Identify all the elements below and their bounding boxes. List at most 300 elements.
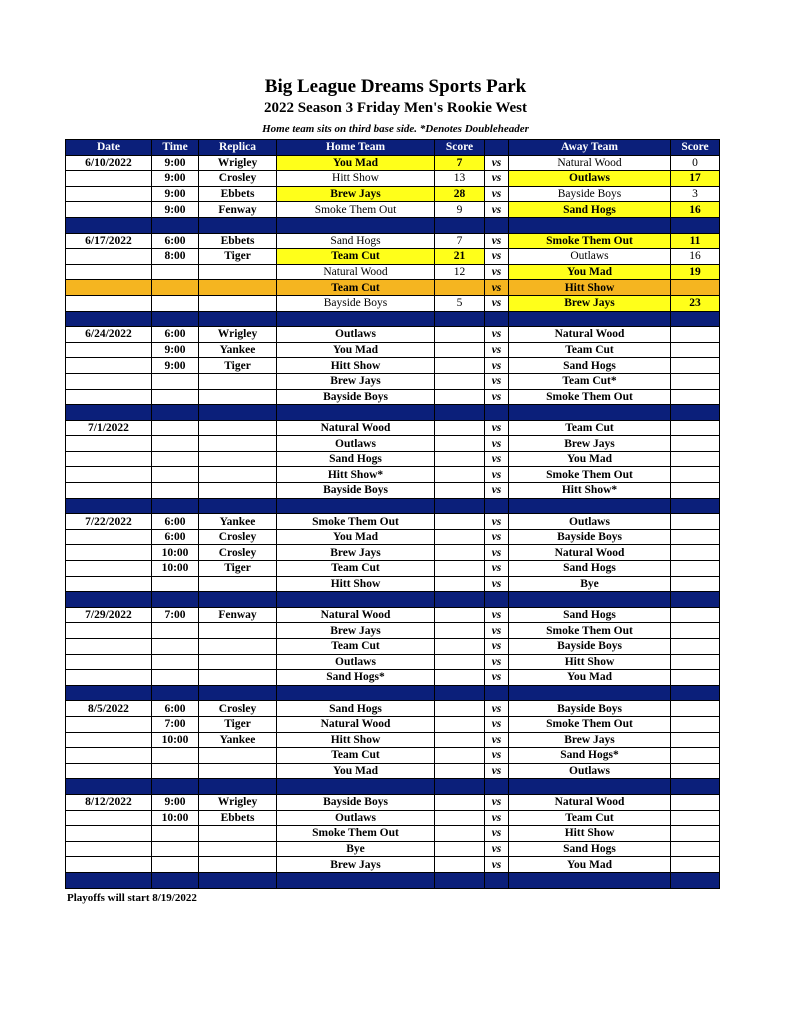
game-date (66, 810, 152, 826)
table-row (66, 826, 720, 842)
field-replica: Yankee (199, 514, 277, 530)
home-score (435, 280, 485, 296)
game-date (66, 436, 152, 452)
game-time (152, 295, 199, 311)
field-replica: Tiger (199, 358, 277, 374)
home-team: Outlaws (277, 654, 435, 670)
away-team: Outlaws (509, 763, 671, 779)
table-row (66, 794, 720, 810)
home-team: Bayside Boys (277, 295, 435, 311)
away-score (671, 467, 720, 483)
vs-label: vs (485, 654, 509, 670)
vs-label: vs (485, 389, 509, 405)
home-score (435, 576, 485, 592)
away-team: Team Cut* (509, 373, 671, 389)
game-date (66, 623, 152, 639)
playoffs-note: Playoffs will start 8/19/2022 (67, 892, 197, 904)
game-date (66, 716, 152, 732)
table-row (66, 732, 720, 748)
game-time: 9:00 (152, 794, 199, 810)
game-time: 7:00 (152, 716, 199, 732)
game-time (152, 389, 199, 405)
col-date: Date (66, 140, 152, 156)
game-date (66, 576, 152, 592)
table-row (66, 623, 720, 639)
away-score: 17 (671, 171, 720, 187)
home-team: Outlaws (277, 436, 435, 452)
away-score: 3 (671, 186, 720, 202)
game-time (152, 451, 199, 467)
away-team: Bayside Boys (509, 639, 671, 655)
table-row (66, 545, 720, 561)
week-separator (66, 685, 720, 701)
home-team: You Mad (277, 529, 435, 545)
game-time: 6:00 (152, 327, 199, 343)
vs-label: vs (485, 467, 509, 483)
field-replica (199, 623, 277, 639)
table-row (66, 280, 720, 296)
field-replica (199, 763, 277, 779)
home-score (435, 483, 485, 499)
vs-label: vs (485, 342, 509, 358)
home-score: 13 (435, 171, 485, 187)
game-date (66, 342, 152, 358)
home-team: Brew Jays (277, 373, 435, 389)
field-replica (199, 467, 277, 483)
game-time (152, 639, 199, 655)
home-score (435, 451, 485, 467)
away-team: Sand Hogs (509, 202, 671, 218)
vs-label: vs (485, 623, 509, 639)
vs-label: vs (485, 576, 509, 592)
home-team: Bye (277, 841, 435, 857)
col-away-score: Score (671, 140, 720, 156)
col-replica: Replica (199, 140, 277, 156)
field-replica (199, 295, 277, 311)
away-score (671, 623, 720, 639)
header-row (66, 140, 720, 156)
field-replica (199, 436, 277, 452)
away-score (671, 327, 720, 343)
game-date (66, 202, 152, 218)
game-time: 7:00 (152, 607, 199, 623)
home-team: Outlaws (277, 810, 435, 826)
home-score (435, 529, 485, 545)
home-score: 21 (435, 249, 485, 265)
vs-label: vs (485, 483, 509, 499)
game-time (152, 841, 199, 857)
away-team: Hitt Show (509, 280, 671, 296)
away-team: You Mad (509, 857, 671, 873)
table-row (66, 327, 720, 343)
week-separator (66, 498, 720, 514)
table-row (66, 389, 720, 405)
table-row (66, 748, 720, 764)
home-score (435, 561, 485, 577)
away-team: Smoke Them Out (509, 389, 671, 405)
field-replica (199, 654, 277, 670)
game-date (66, 670, 152, 686)
home-team: Smoke Them Out (277, 826, 435, 842)
away-team: Outlaws (509, 171, 671, 187)
away-team: Bayside Boys (509, 186, 671, 202)
home-team: Hitt Show (277, 171, 435, 187)
away-score (671, 701, 720, 717)
field-replica: Yankee (199, 732, 277, 748)
home-score (435, 373, 485, 389)
table-row (66, 654, 720, 670)
away-score: 16 (671, 202, 720, 218)
vs-label: vs (485, 732, 509, 748)
field-replica: Wrigley (199, 794, 277, 810)
away-team: Smoke Them Out (509, 233, 671, 249)
table-row (66, 186, 720, 202)
home-team: Brew Jays (277, 857, 435, 873)
away-score (671, 607, 720, 623)
game-date: 6/10/2022 (66, 155, 152, 171)
away-score: 0 (671, 155, 720, 171)
vs-label: vs (485, 545, 509, 561)
away-team: Bayside Boys (509, 529, 671, 545)
table-row (66, 857, 720, 873)
field-replica: Tiger (199, 561, 277, 577)
field-replica (199, 280, 277, 296)
home-team: Natural Wood (277, 716, 435, 732)
away-score (671, 716, 720, 732)
away-score: 19 (671, 264, 720, 280)
game-date (66, 748, 152, 764)
table-row (66, 701, 720, 717)
home-score (435, 327, 485, 343)
game-date (66, 389, 152, 405)
home-team: Hitt Show (277, 576, 435, 592)
home-team: Brew Jays (277, 186, 435, 202)
game-time: 6:00 (152, 233, 199, 249)
vs-label: vs (485, 171, 509, 187)
home-team: Brew Jays (277, 545, 435, 561)
away-team: Brew Jays (509, 295, 671, 311)
away-score (671, 451, 720, 467)
home-score (435, 732, 485, 748)
table-row (66, 420, 720, 436)
game-time (152, 420, 199, 436)
game-time: 10:00 (152, 732, 199, 748)
home-score (435, 763, 485, 779)
away-score (671, 857, 720, 873)
field-replica: Fenway (199, 607, 277, 623)
vs-label: vs (485, 451, 509, 467)
table-row (66, 358, 720, 374)
away-score (671, 748, 720, 764)
game-date: 8/5/2022 (66, 701, 152, 717)
away-team: Natural Wood (509, 545, 671, 561)
home-team: Bayside Boys (277, 794, 435, 810)
week-separator (66, 779, 720, 795)
away-team: You Mad (509, 451, 671, 467)
game-time: 9:00 (152, 202, 199, 218)
home-team: You Mad (277, 763, 435, 779)
away-score (671, 794, 720, 810)
away-team: You Mad (509, 670, 671, 686)
game-date (66, 171, 152, 187)
home-team: Hitt Show (277, 358, 435, 374)
home-team: Bayside Boys (277, 483, 435, 499)
home-score: 12 (435, 264, 485, 280)
home-team: Sand Hogs* (277, 670, 435, 686)
home-team: Team Cut (277, 639, 435, 655)
home-team-note: Home team sits on third base side. *Denotes Doubleheader (262, 123, 529, 135)
home-score (435, 716, 485, 732)
game-time: 10:00 (152, 810, 199, 826)
vs-label: vs (485, 186, 509, 202)
away-score: 16 (671, 249, 720, 265)
vs-label: vs (485, 529, 509, 545)
field-replica: Ebbets (199, 233, 277, 249)
table-row (66, 607, 720, 623)
vs-label: vs (485, 155, 509, 171)
week-separator (66, 405, 720, 421)
game-date (66, 545, 152, 561)
away-team: You Mad (509, 264, 671, 280)
away-team: Smoke Them Out (509, 623, 671, 639)
season-subtitle: 2022 Season 3 Friday Men's Rookie West (263, 100, 528, 116)
home-team: Team Cut (277, 561, 435, 577)
home-team: Bayside Boys (277, 389, 435, 405)
game-time (152, 264, 199, 280)
col-home-team: Home Team (277, 140, 435, 156)
field-replica (199, 389, 277, 405)
away-score (671, 826, 720, 842)
home-score (435, 514, 485, 530)
vs-label: vs (485, 763, 509, 779)
away-score (671, 670, 720, 686)
schedule-body (66, 155, 720, 888)
field-replica: Fenway (199, 202, 277, 218)
home-score (435, 358, 485, 374)
vs-label: vs (485, 826, 509, 842)
game-time (152, 483, 199, 499)
field-replica (199, 841, 277, 857)
away-score (671, 420, 720, 436)
table-row (66, 202, 720, 218)
table-row (66, 233, 720, 249)
away-score (671, 280, 720, 296)
home-score: 28 (435, 186, 485, 202)
week-separator (66, 311, 720, 327)
field-replica: Crosley (199, 529, 277, 545)
field-replica (199, 748, 277, 764)
field-replica: Crosley (199, 701, 277, 717)
game-time: 9:00 (152, 358, 199, 374)
col-time: Time (152, 140, 199, 156)
away-team: Sand Hogs (509, 841, 671, 857)
away-score (671, 639, 720, 655)
game-time (152, 748, 199, 764)
away-team: Hitt Show (509, 654, 671, 670)
week-separator (66, 872, 720, 888)
home-score: 7 (435, 233, 485, 249)
vs-label: vs (485, 233, 509, 249)
home-score (435, 654, 485, 670)
table-row (66, 264, 720, 280)
field-replica (199, 451, 277, 467)
field-replica: Tiger (199, 716, 277, 732)
field-replica: Crosley (199, 545, 277, 561)
home-score: 5 (435, 295, 485, 311)
home-score (435, 467, 485, 483)
home-team: Hitt Show* (277, 467, 435, 483)
home-team: Hitt Show (277, 732, 435, 748)
game-date (66, 358, 152, 374)
field-replica (199, 857, 277, 873)
away-team: Team Cut (509, 420, 671, 436)
away-score (671, 732, 720, 748)
field-replica (199, 264, 277, 280)
page-title: Big League Dreams Sports Park (264, 76, 527, 97)
home-team: You Mad (277, 155, 435, 171)
game-date: 6/17/2022 (66, 233, 152, 249)
home-score (435, 670, 485, 686)
away-score (671, 436, 720, 452)
home-score (435, 420, 485, 436)
home-team: Brew Jays (277, 623, 435, 639)
home-score (435, 389, 485, 405)
table-row (66, 841, 720, 857)
vs-label: vs (485, 670, 509, 686)
vs-label: vs (485, 841, 509, 857)
home-score (435, 639, 485, 655)
game-time (152, 826, 199, 842)
away-score (671, 483, 720, 499)
table-row (66, 295, 720, 311)
game-date: 7/1/2022 (66, 420, 152, 436)
home-team: Natural Wood (277, 607, 435, 623)
home-team: Sand Hogs (277, 451, 435, 467)
table-row (66, 561, 720, 577)
game-time: 6:00 (152, 514, 199, 530)
game-date (66, 654, 152, 670)
field-replica: Ebbets (199, 186, 277, 202)
game-date (66, 295, 152, 311)
away-team: Natural Wood (509, 794, 671, 810)
game-date (66, 373, 152, 389)
away-score (671, 373, 720, 389)
vs-label: vs (485, 373, 509, 389)
home-score (435, 436, 485, 452)
game-date: 6/24/2022 (66, 327, 152, 343)
vs-label: vs (485, 436, 509, 452)
away-team: Smoke Them Out (509, 467, 671, 483)
game-date (66, 451, 152, 467)
away-team: Team Cut (509, 342, 671, 358)
home-score (435, 810, 485, 826)
game-time (152, 654, 199, 670)
table-row (66, 249, 720, 265)
table-row (66, 576, 720, 592)
vs-label: vs (485, 249, 509, 265)
game-date (66, 561, 152, 577)
away-team: Sand Hogs* (509, 748, 671, 764)
away-team: Outlaws (509, 514, 671, 530)
away-score (671, 529, 720, 545)
game-date (66, 186, 152, 202)
away-score (671, 389, 720, 405)
game-date (66, 467, 152, 483)
vs-label: vs (485, 607, 509, 623)
away-team: Outlaws (509, 249, 671, 265)
vs-label: vs (485, 280, 509, 296)
field-replica (199, 576, 277, 592)
table-row (66, 467, 720, 483)
away-team: Smoke Them Out (509, 716, 671, 732)
away-team: Brew Jays (509, 732, 671, 748)
game-time (152, 467, 199, 483)
away-score (671, 545, 720, 561)
away-team: Sand Hogs (509, 561, 671, 577)
home-score (435, 545, 485, 561)
vs-label: vs (485, 639, 509, 655)
field-replica: Wrigley (199, 155, 277, 171)
field-replica (199, 826, 277, 842)
field-replica (199, 483, 277, 499)
col-home-score: Score (435, 140, 485, 156)
home-team: Smoke Them Out (277, 514, 435, 530)
schedule-table (65, 139, 720, 889)
game-time (152, 670, 199, 686)
game-time (152, 623, 199, 639)
table-row (66, 171, 720, 187)
vs-label: vs (485, 327, 509, 343)
table-row (66, 529, 720, 545)
home-team: Team Cut (277, 748, 435, 764)
vs-label: vs (485, 794, 509, 810)
table-row (66, 436, 720, 452)
vs-label: vs (485, 358, 509, 374)
table-row (66, 763, 720, 779)
vs-label: vs (485, 748, 509, 764)
home-team: You Mad (277, 342, 435, 358)
game-time (152, 857, 199, 873)
vs-label: vs (485, 295, 509, 311)
home-score (435, 607, 485, 623)
game-time: 10:00 (152, 561, 199, 577)
away-team: Natural Wood (509, 155, 671, 171)
away-team: Brew Jays (509, 436, 671, 452)
vs-label: vs (485, 701, 509, 717)
home-score: 7 (435, 155, 485, 171)
vs-label: vs (485, 857, 509, 873)
game-date (66, 732, 152, 748)
game-time (152, 436, 199, 452)
game-time: 9:00 (152, 342, 199, 358)
away-score (671, 514, 720, 530)
away-score (671, 841, 720, 857)
home-team: Sand Hogs (277, 701, 435, 717)
col-away-team: Away Team (509, 140, 671, 156)
table-row (66, 670, 720, 686)
table-row (66, 514, 720, 530)
game-date (66, 639, 152, 655)
home-score (435, 701, 485, 717)
game-time: 6:00 (152, 701, 199, 717)
away-team: Hitt Show* (509, 483, 671, 499)
game-time: 9:00 (152, 171, 199, 187)
game-date (66, 763, 152, 779)
away-score: 11 (671, 233, 720, 249)
game-date (66, 826, 152, 842)
home-team: Smoke Them Out (277, 202, 435, 218)
game-time (152, 763, 199, 779)
